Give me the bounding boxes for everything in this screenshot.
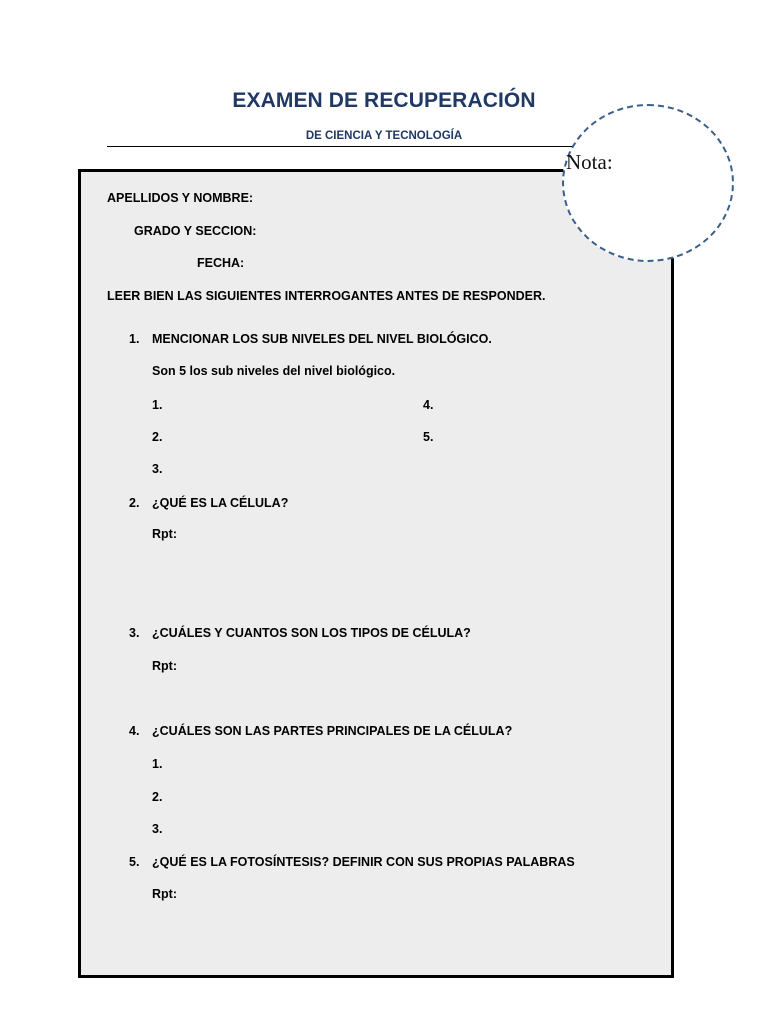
question-note: Son 5 los sub niveles del nivel biológico. — [152, 364, 396, 378]
answer-item: 2. — [152, 790, 163, 804]
exam-subtitle: DE CIENCIA Y TECNOLOGÍA — [305, 130, 463, 142]
name-label: APELLIDOS Y NOMBRE: — [107, 191, 254, 205]
question-text: MENCIONAR LOS SUB NIVELES DEL NIVEL BIOLÓGICO. — [152, 332, 492, 346]
answer-label: Rpt: — [152, 887, 177, 901]
question-number: 3. — [129, 626, 140, 640]
answer-label: Rpt: — [152, 527, 177, 541]
question-number: 1. — [129, 332, 140, 346]
answer-label: Rpt: — [152, 659, 177, 673]
answer-item: 1. — [152, 398, 163, 412]
question-number: 2. — [129, 496, 140, 510]
question-text: ¿QUÉ ES LA FOTOSÍNTESIS? DEFINIR CON SUS PROPIAS PALABRAS — [152, 855, 575, 869]
question-text: ¿CUÁLES Y CUANTOS SON LOS TIPOS DE CÉLULA? — [152, 626, 471, 640]
answer-item: 5. — [423, 430, 434, 444]
answer-item: 3. — [152, 462, 163, 476]
title-underline — [107, 146, 579, 147]
answer-item: 1. — [152, 757, 163, 771]
date-label: FECHA: — [197, 256, 245, 270]
question-text: ¿CUÁLES SON LAS PARTES PRINCIPALES DE LA CÉLULA? — [152, 724, 513, 738]
question-number: 5. — [129, 855, 140, 869]
answer-item: 2. — [152, 430, 163, 444]
answer-item: 3. — [152, 822, 163, 836]
answer-item: 4. — [423, 398, 434, 412]
instructions: LEER BIEN LAS SIGUIENTES INTERROGANTES ANTES DE RESPONDER. — [107, 289, 546, 303]
exam-title: EXAMEN DE RECUPERACIÓN — [232, 89, 536, 112]
question-text: ¿QUÉ ES LA CÉLULA? — [152, 496, 289, 510]
grade-circle — [562, 104, 734, 262]
grade-label: Nota: — [566, 150, 613, 174]
grade-section-label: GRADO Y SECCION: — [134, 224, 257, 238]
question-number: 4. — [129, 724, 140, 738]
